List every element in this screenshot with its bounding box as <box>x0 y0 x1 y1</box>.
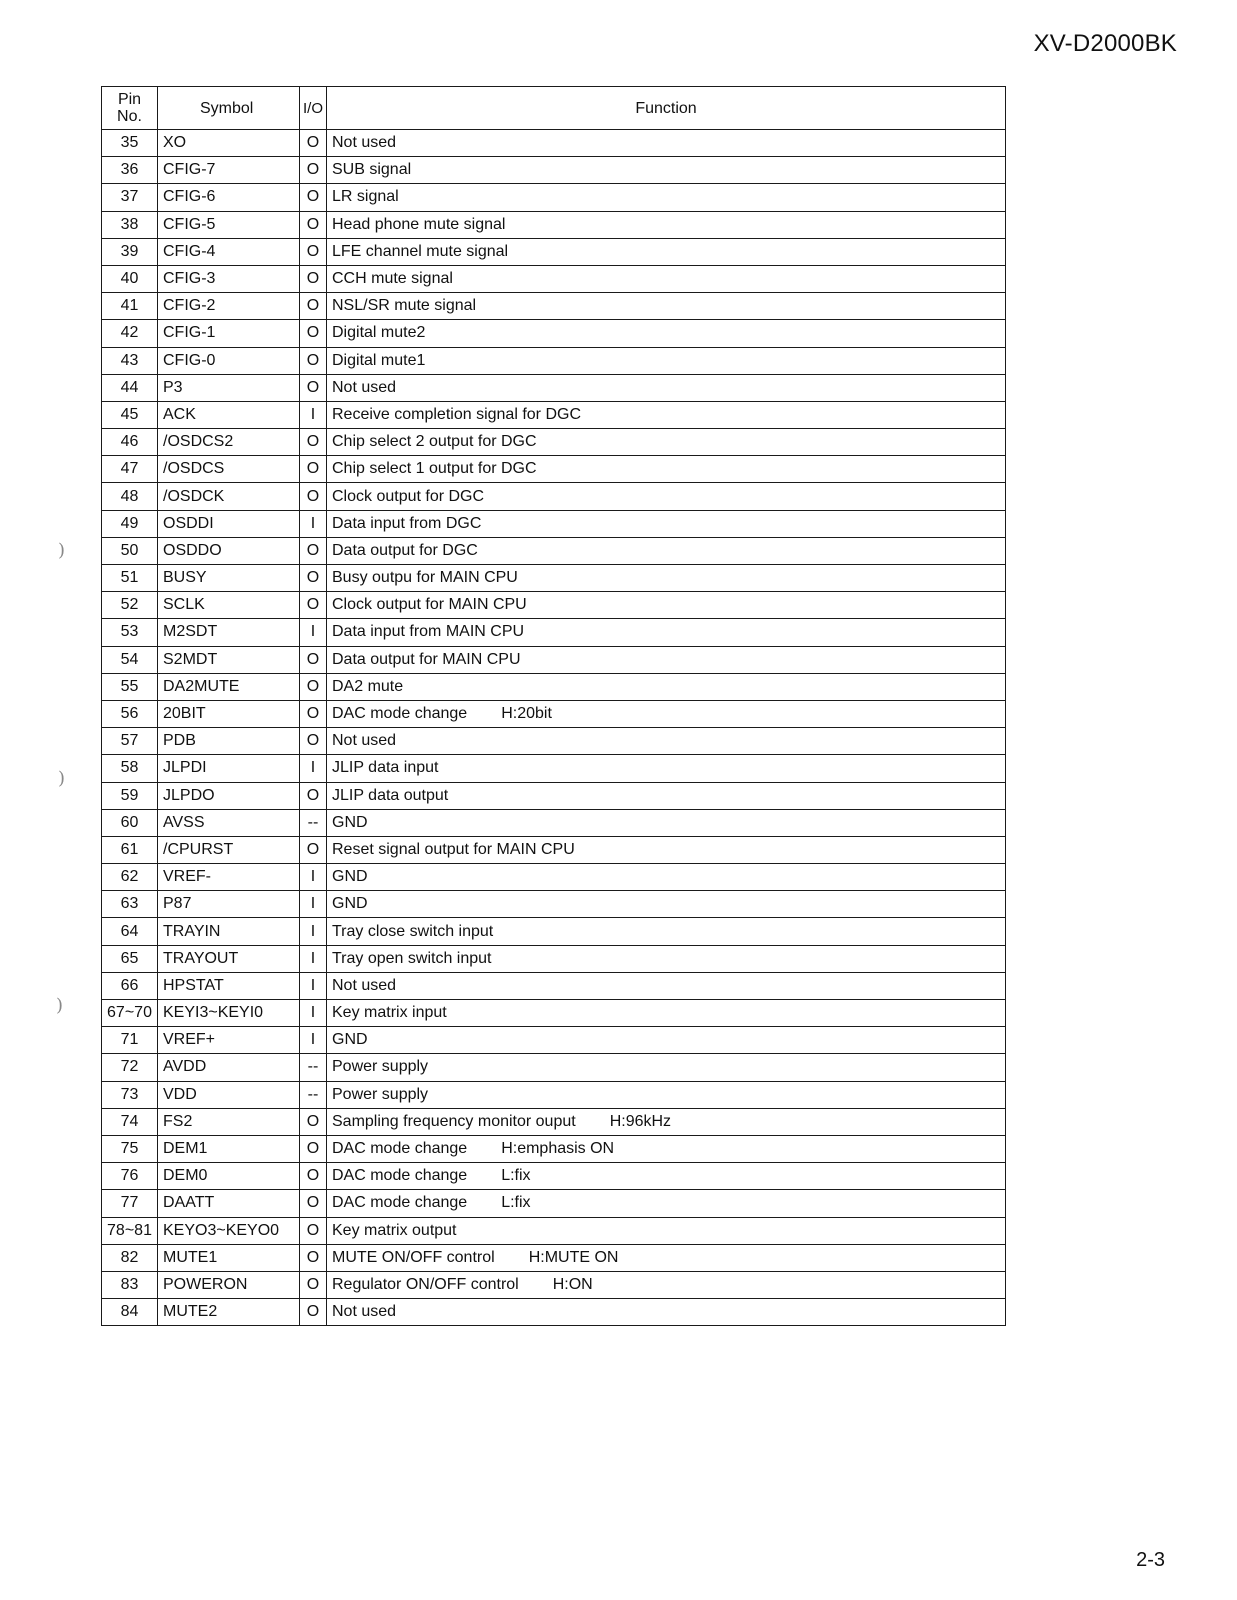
table-row <box>102 537 1006 564</box>
function-text: JLIP data output <box>332 786 449 804</box>
pin-cell: 54 <box>102 646 158 673</box>
page-number: 2-3 <box>1136 1549 1165 1571</box>
io-cell: O <box>300 320 327 347</box>
symbol-cell: VREF+ <box>158 1027 300 1054</box>
io-cell: O <box>300 130 327 157</box>
io-cell: I <box>300 755 327 782</box>
io-cell: O <box>300 456 327 483</box>
function-text: GND <box>332 868 368 886</box>
table-row <box>102 565 1006 592</box>
table-row <box>102 646 1006 673</box>
function-cell <box>327 646 1006 673</box>
pin-cell: 83 <box>102 1271 158 1298</box>
pin-cell: 51 <box>102 565 158 592</box>
function-text: GND <box>332 895 368 913</box>
pin-cell: 76 <box>102 1163 158 1190</box>
function-cell <box>327 1244 1006 1271</box>
function-cell <box>327 836 1006 863</box>
function-text: Not used <box>332 732 397 750</box>
table-row <box>102 864 1006 891</box>
function-cell <box>327 1163 1006 1190</box>
function-text: Not used <box>332 976 397 994</box>
io-cell: O <box>300 184 327 211</box>
pin-cell: 40 <box>102 265 158 292</box>
function-cell <box>327 320 1006 347</box>
function-cell <box>327 673 1006 700</box>
table-row <box>102 1135 1006 1162</box>
function-cell <box>327 891 1006 918</box>
io-cell: I <box>300 891 327 918</box>
function-cell <box>327 1190 1006 1217</box>
function-cell <box>327 972 1006 999</box>
pin-cell: 37 <box>102 184 158 211</box>
io-cell: O <box>300 265 327 292</box>
table-row <box>102 184 1006 211</box>
function-text: MUTE ON/OFF control <box>332 1248 495 1266</box>
pin-cell: 73 <box>102 1081 158 1108</box>
table-row <box>102 673 1006 700</box>
symbol-cell: /OSDCS <box>158 456 300 483</box>
symbol-cell: CFIG-5 <box>158 211 300 238</box>
io-cell: O <box>300 537 327 564</box>
function-text: Head phone mute signal <box>332 215 506 233</box>
table-row <box>102 130 1006 157</box>
io-cell: O <box>300 1271 327 1298</box>
table-row <box>102 1217 1006 1244</box>
table-row <box>102 918 1006 945</box>
function-text: Regulator ON/OFF control <box>332 1275 519 1293</box>
function-note: H:96kHz <box>609 1112 672 1130</box>
symbol-cell: CFIG-2 <box>158 293 300 320</box>
symbol-cell: 20BIT <box>158 700 300 727</box>
table-row <box>102 1000 1006 1027</box>
function-text: Power supply <box>332 1058 429 1076</box>
table-row <box>102 238 1006 265</box>
io-cell: I <box>300 864 327 891</box>
function-text: Digital mute2 <box>332 324 426 342</box>
table-row <box>102 700 1006 727</box>
table-row <box>102 1163 1006 1190</box>
io-cell: I <box>300 510 327 537</box>
table-row <box>102 1027 1006 1054</box>
pin-cell: 64 <box>102 918 158 945</box>
pin-cell: 75 <box>102 1135 158 1162</box>
io-cell: O <box>300 1108 327 1135</box>
column-header-pin: Pin No. <box>102 87 158 130</box>
io-cell: O <box>300 565 327 592</box>
symbol-cell: PDB <box>158 728 300 755</box>
symbol-cell: DEM0 <box>158 1163 300 1190</box>
scan-artifact-mark: ) <box>56 995 64 1016</box>
pin-cell: 57 <box>102 728 158 755</box>
pin-cell: 60 <box>102 809 158 836</box>
io-cell: -- <box>300 1081 327 1108</box>
io-cell: I <box>300 1027 327 1054</box>
function-cell <box>327 1054 1006 1081</box>
function-cell <box>327 1299 1006 1326</box>
symbol-cell: MUTE2 <box>158 1299 300 1326</box>
scan-artifact-mark: ) <box>58 768 66 789</box>
function-text: Not used <box>332 134 397 152</box>
table-row <box>102 510 1006 537</box>
function-cell <box>327 809 1006 836</box>
symbol-cell: P3 <box>158 374 300 401</box>
symbol-cell: TRAYIN <box>158 918 300 945</box>
symbol-cell: KEYO3~KEYO0 <box>158 1217 300 1244</box>
table-row <box>102 1271 1006 1298</box>
function-text: Chip select 2 output for DGC <box>332 433 537 451</box>
pin-cell: 48 <box>102 483 158 510</box>
function-note: H:MUTE ON <box>528 1248 619 1266</box>
pin-cell: 36 <box>102 157 158 184</box>
function-text: Key matrix output <box>332 1221 457 1239</box>
function-cell <box>327 238 1006 265</box>
table-row <box>102 1108 1006 1135</box>
table-row <box>102 1190 1006 1217</box>
pin-cell: 55 <box>102 673 158 700</box>
function-text: SUB signal <box>332 161 412 179</box>
symbol-cell: OSDDO <box>158 537 300 564</box>
table-row <box>102 972 1006 999</box>
function-text: GND <box>332 813 368 831</box>
function-cell <box>327 265 1006 292</box>
io-cell: O <box>300 293 327 320</box>
table-row <box>102 619 1006 646</box>
pin-cell: 47 <box>102 456 158 483</box>
io-cell: O <box>300 429 327 456</box>
function-text: Tray open switch input <box>332 949 492 967</box>
function-text: Digital mute1 <box>332 351 426 369</box>
pin-cell: 61 <box>102 836 158 863</box>
function-cell <box>327 592 1006 619</box>
io-cell: -- <box>300 1054 327 1081</box>
symbol-cell: CFIG-4 <box>158 238 300 265</box>
symbol-cell: DEM1 <box>158 1135 300 1162</box>
pin-cell: 65 <box>102 945 158 972</box>
table-row <box>102 320 1006 347</box>
function-cell <box>327 1081 1006 1108</box>
table-row <box>102 374 1006 401</box>
function-cell <box>327 782 1006 809</box>
function-cell <box>327 565 1006 592</box>
symbol-cell: FS2 <box>158 1108 300 1135</box>
pin-cell: 71 <box>102 1027 158 1054</box>
table-row <box>102 755 1006 782</box>
symbol-cell: CFIG-6 <box>158 184 300 211</box>
io-cell: O <box>300 728 327 755</box>
pin-cell: 63 <box>102 891 158 918</box>
function-note: L:fix <box>501 1167 531 1185</box>
io-cell: O <box>300 700 327 727</box>
io-cell: O <box>300 646 327 673</box>
pin-cell: 72 <box>102 1054 158 1081</box>
pin-cell: 38 <box>102 211 158 238</box>
pin-function-table <box>101 86 1006 1326</box>
io-cell: O <box>300 374 327 401</box>
function-note: H:ON <box>552 1275 593 1293</box>
function-cell <box>327 945 1006 972</box>
io-cell: O <box>300 1163 327 1190</box>
io-cell: O <box>300 1217 327 1244</box>
symbol-cell: MUTE1 <box>158 1244 300 1271</box>
table-body <box>102 130 1006 1326</box>
pin-cell: 77 <box>102 1190 158 1217</box>
io-cell: O <box>300 1135 327 1162</box>
io-cell: O <box>300 836 327 863</box>
symbol-cell: VREF- <box>158 864 300 891</box>
symbol-cell: XO <box>158 130 300 157</box>
table-row <box>102 456 1006 483</box>
pin-cell: 66 <box>102 972 158 999</box>
pin-cell: 46 <box>102 429 158 456</box>
table-row <box>102 1244 1006 1271</box>
table-row <box>102 891 1006 918</box>
table-row <box>102 1081 1006 1108</box>
function-note: L:fix <box>501 1194 531 1212</box>
pin-cell: 52 <box>102 592 158 619</box>
table-row <box>102 592 1006 619</box>
function-text: Data output for DGC <box>332 541 478 559</box>
function-text: DAC mode change <box>332 1194 468 1212</box>
table-row <box>102 1054 1006 1081</box>
function-cell <box>327 537 1006 564</box>
model-number: XV-D2000BK <box>1033 30 1177 57</box>
pin-cell: 82 <box>102 1244 158 1271</box>
function-cell <box>327 456 1006 483</box>
io-cell: O <box>300 238 327 265</box>
io-cell: O <box>300 347 327 374</box>
function-cell <box>327 700 1006 727</box>
function-text: LFE channel mute signal <box>332 242 509 260</box>
symbol-cell: AVDD <box>158 1054 300 1081</box>
pin-cell: 39 <box>102 238 158 265</box>
table-row <box>102 836 1006 863</box>
column-header-symbol: Symbol <box>158 87 300 130</box>
function-text: Sampling frequency monitor ouput <box>332 1112 576 1130</box>
pin-cell: 44 <box>102 374 158 401</box>
function-text: DAC mode change <box>332 1140 468 1158</box>
function-cell <box>327 293 1006 320</box>
function-cell <box>327 728 1006 755</box>
function-text: Chip select 1 output for DGC <box>332 460 537 478</box>
pin-cell: 59 <box>102 782 158 809</box>
symbol-cell: CFIG-1 <box>158 320 300 347</box>
function-text: DA2 mute <box>332 677 404 695</box>
symbol-cell: SCLK <box>158 592 300 619</box>
symbol-cell: AVSS <box>158 809 300 836</box>
pin-cell: 56 <box>102 700 158 727</box>
function-cell <box>327 184 1006 211</box>
symbol-cell: KEYI3~KEYI0 <box>158 1000 300 1027</box>
io-cell: O <box>300 1299 327 1326</box>
function-cell <box>327 347 1006 374</box>
function-cell <box>327 755 1006 782</box>
function-cell <box>327 1000 1006 1027</box>
function-text: Clock output for MAIN CPU <box>332 596 527 614</box>
function-text: Tray close switch input <box>332 922 494 940</box>
pin-cell: 43 <box>102 347 158 374</box>
table-row <box>102 728 1006 755</box>
function-cell <box>327 1217 1006 1244</box>
function-note: H:emphasis ON <box>501 1140 615 1158</box>
table-row <box>102 211 1006 238</box>
pin-cell: 84 <box>102 1299 158 1326</box>
pin-cell: 53 <box>102 619 158 646</box>
io-cell: O <box>300 1190 327 1217</box>
function-text: CCH mute signal <box>332 270 453 288</box>
function-text: Data input from DGC <box>332 514 482 532</box>
table-row <box>102 483 1006 510</box>
io-cell: I <box>300 1000 327 1027</box>
function-text: JLIP data input <box>332 759 439 777</box>
function-text: DAC mode change <box>332 1167 468 1185</box>
symbol-cell: DAATT <box>158 1190 300 1217</box>
pin-cell: 41 <box>102 293 158 320</box>
function-cell <box>327 157 1006 184</box>
symbol-cell: /CPURST <box>158 836 300 863</box>
function-text: Not used <box>332 1303 397 1321</box>
io-cell: I <box>300 945 327 972</box>
pin-cell: 42 <box>102 320 158 347</box>
function-text: Not used <box>332 378 397 396</box>
column-header-io: I/O <box>300 87 327 130</box>
symbol-cell: S2MDT <box>158 646 300 673</box>
pin-cell: 67~70 <box>102 1000 158 1027</box>
scan-artifact-mark: ) <box>58 540 66 561</box>
function-cell <box>327 1271 1006 1298</box>
function-text: Data input from MAIN CPU <box>332 623 525 641</box>
symbol-cell: M2SDT <box>158 619 300 646</box>
symbol-cell: /OSDCS2 <box>158 429 300 456</box>
table-row <box>102 347 1006 374</box>
table-header-row <box>102 87 1006 130</box>
table-row <box>102 429 1006 456</box>
function-cell <box>327 864 1006 891</box>
table-row <box>102 265 1006 292</box>
pin-cell: 50 <box>102 537 158 564</box>
symbol-cell: TRAYOUT <box>158 945 300 972</box>
io-cell: I <box>300 401 327 428</box>
pin-cell: 62 <box>102 864 158 891</box>
function-text: Reset signal output for MAIN CPU <box>332 840 575 858</box>
symbol-cell: DA2MUTE <box>158 673 300 700</box>
pin-cell: 45 <box>102 401 158 428</box>
symbol-cell: VDD <box>158 1081 300 1108</box>
function-note: H:20bit <box>501 705 552 723</box>
io-cell: O <box>300 782 327 809</box>
pin-cell: 49 <box>102 510 158 537</box>
function-text: Power supply <box>332 1085 429 1103</box>
io-cell: O <box>300 483 327 510</box>
io-cell: I <box>300 918 327 945</box>
pin-cell: 78~81 <box>102 1217 158 1244</box>
table-row <box>102 782 1006 809</box>
symbol-cell: JLPDO <box>158 782 300 809</box>
symbol-cell: P87 <box>158 891 300 918</box>
io-cell: I <box>300 619 327 646</box>
function-text: NSL/SR mute signal <box>332 297 477 315</box>
function-cell <box>327 1135 1006 1162</box>
function-cell <box>327 1027 1006 1054</box>
table-row <box>102 809 1006 836</box>
function-text: LR signal <box>332 188 399 206</box>
function-text: Clock output for DGC <box>332 487 485 505</box>
pin-cell: 74 <box>102 1108 158 1135</box>
table-row <box>102 293 1006 320</box>
symbol-cell: ACK <box>158 401 300 428</box>
io-cell: O <box>300 673 327 700</box>
function-cell <box>327 130 1006 157</box>
function-cell <box>327 619 1006 646</box>
symbol-cell: CFIG-7 <box>158 157 300 184</box>
io-cell: O <box>300 592 327 619</box>
function-cell <box>327 374 1006 401</box>
function-cell <box>327 429 1006 456</box>
function-cell <box>327 401 1006 428</box>
symbol-cell: POWERON <box>158 1271 300 1298</box>
function-text: DAC mode change <box>332 705 468 723</box>
table-row <box>102 401 1006 428</box>
io-cell: I <box>300 972 327 999</box>
symbol-cell: OSDDI <box>158 510 300 537</box>
function-cell <box>327 211 1006 238</box>
io-cell: O <box>300 1244 327 1271</box>
io-cell: O <box>300 211 327 238</box>
function-cell <box>327 483 1006 510</box>
function-text: Data output for MAIN CPU <box>332 650 521 668</box>
table-row <box>102 1299 1006 1326</box>
function-cell <box>327 510 1006 537</box>
pin-cell: 58 <box>102 755 158 782</box>
symbol-cell: BUSY <box>158 565 300 592</box>
function-text: Key matrix input <box>332 1004 447 1022</box>
symbol-cell: HPSTAT <box>158 972 300 999</box>
column-header-function: Function <box>327 87 1006 130</box>
symbol-cell: JLPDI <box>158 755 300 782</box>
io-cell: O <box>300 157 327 184</box>
function-cell <box>327 1108 1006 1135</box>
function-cell <box>327 918 1006 945</box>
table-row <box>102 157 1006 184</box>
pin-cell: 35 <box>102 130 158 157</box>
table-row <box>102 945 1006 972</box>
symbol-cell: CFIG-0 <box>158 347 300 374</box>
symbol-cell: /OSDCK <box>158 483 300 510</box>
symbol-cell: CFIG-3 <box>158 265 300 292</box>
function-text: Busy outpu for MAIN CPU <box>332 569 518 587</box>
io-cell: -- <box>300 809 327 836</box>
function-text: Receive completion signal for DGC <box>332 405 581 423</box>
function-text: GND <box>332 1031 368 1049</box>
